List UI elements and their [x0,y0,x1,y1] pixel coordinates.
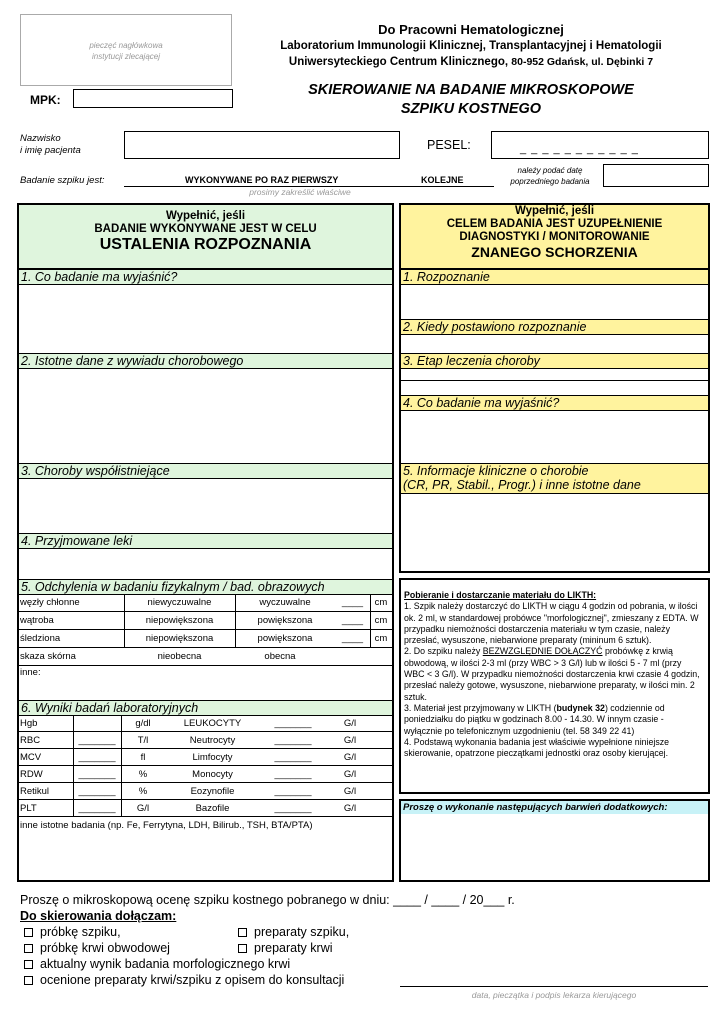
physical-size-blank[interactable]: ____ [341,597,364,608]
right-divider-1 [401,380,708,381]
physical-option-a[interactable]: niepowiększona [145,633,214,644]
lab-value-blank[interactable]: _______ [78,803,116,814]
lab-value2-blank[interactable]: _______ [274,786,312,797]
signature-label: data, pieczątka i podpis lekarza kierującego [471,990,637,1000]
table-cell-border [124,612,125,630]
lab-param2-label: Neutrocyty [189,735,236,746]
lab-param-label: MCV [20,752,42,763]
checkbox[interactable] [24,960,33,969]
table-cell-border [370,630,371,648]
physical-exam-label: wątroba [20,615,54,626]
table-cell-border [370,594,371,612]
table-cell-border [73,749,74,766]
lab-value2-blank[interactable]: _______ [274,803,312,814]
lab-unit: g/dl [135,718,151,729]
attach-title: Do skierowania dołączam: [20,909,177,923]
table-cell-border [121,766,122,783]
left-section-6: 6. Wyniki badań laboratoryjnych [19,700,392,716]
prev-date-hint: należy podać datę poprzedniego badania [510,166,590,186]
left-divider [19,548,392,549]
info-title: Pobieranie i dostarczanie materiału do LIKTH: [404,590,597,600]
lab-value-blank[interactable]: _______ [78,769,116,780]
pesel-mask: _ _ _ _ _ _ _ _ _ _ _ [520,143,639,155]
table-cell-border [235,594,236,612]
attach-item-consult-slides[interactable]: ocenione preparaty krwi/szpiku z opisem do konsultacji [24,973,344,987]
lab-param-label: RDW [20,769,43,780]
left-section-4: 4. Przyjmowane leki [19,533,392,549]
lab-value-blank[interactable]: _______ [78,752,116,763]
checkbox[interactable] [24,944,33,953]
physical-size-unit: cm [374,633,388,644]
lab-param-label: Hgb [20,718,38,729]
checkbox[interactable] [24,928,33,937]
pesel-label: PESEL: [427,138,471,152]
material-info-box [399,578,710,794]
attach-item-marrow-slides[interactable]: preparaty szpiku, [238,925,349,939]
lab-unit: % [138,786,148,797]
lab-value-blank[interactable]: _______ [78,786,116,797]
lab-name: Laboratorium Immunologii Klinicznej, Transplantacyjnej i Hematologii [280,40,662,52]
info-p4: 4. Podstawą wykonania badania jest właściwie wypełnione niniejsze skierowanie, opatrzone pieczątkami jednostki oraz osoby kierującej. [404,736,670,759]
attach-item-morphology[interactable]: aktualny wynik badania morfologicznego krwi [24,957,290,971]
lab-value-blank[interactable]: _______ [78,735,116,746]
lab-param-label: RBC [20,735,41,746]
prev-date-field[interactable] [603,164,709,187]
right-section-2: 2. Kiedy postawiono rozpoznanie [401,319,708,335]
request-line[interactable]: Proszę o mikroskopową ocenę szpiku kostnego pobranego w dniu: ____ / ____ / 20___ r. [20,893,515,907]
attach-item-blood-slides[interactable]: preparaty krwi [238,941,333,955]
checkbox[interactable] [238,928,247,937]
physical-option-b[interactable]: wyczuwalne [259,597,311,608]
mpk-field[interactable] [73,89,233,108]
left-section-5: 5. Odchylenia w badaniu fizykalnym / bad. obrazowych [19,579,392,595]
left-section-1: 1. Co badanie ma wyjaśnić? [19,269,392,285]
physical-size-unit: cm [374,615,388,626]
table-cell-border [73,732,74,749]
table-cell-border [73,715,74,732]
patient-name-field[interactable] [124,131,400,159]
table-cell-border [73,783,74,800]
lab-unit2: G/l [343,803,357,814]
info-p1: 1. Szpik należy dostarczyć do LIKTH w ciągu 4 godzin od pobrania, w ilości ok. 2 ml, w standardowej probówce "morfologicznej", zmieszany z EDTA. W przypadku niemożności dostarczenia materiału w tym czasie, należy przesłać, wysuszone, niebarwione preparaty (mininum 6 sztuk). [404,601,699,646]
lab-unit2: G/l [343,718,357,729]
physical-option-a[interactable]: niepowiększona [145,615,214,626]
lab-param2-label: Monocyty [192,769,233,780]
physical-option-b[interactable]: obecna [264,651,296,662]
physical-exam-label: śledziona [20,633,61,644]
signature-line [400,986,708,987]
lab-unit: fl [140,752,146,763]
exam-type-label: Badanie szpiku jest: [20,175,105,186]
info-p3: 3. Materiał jest przyjmowany w LIKTH (budynek 32) codziennie od poniedziałku do piątku w godzinach 8.00 - 14.30. W innym czasie - wyłącznie po telefonicznym uzgodnieniu (tel. 58 349 22 41) [404,702,665,736]
lab-value2-blank[interactable]: _______ [274,769,312,780]
other-tests-label: inne istotne badania (np. Fe, Ferrytyna, LDH, Bilirub., TSH, BTA/PTA) [20,820,313,831]
lab-unit: T/l [137,735,149,746]
lab-value2-blank[interactable]: _______ [274,752,312,763]
physical-other-label: inne: [20,667,41,678]
lab-value2-blank[interactable]: _______ [274,718,312,729]
physical-option-a[interactable]: nieobecna [157,651,202,662]
lab-value2-blank[interactable]: _______ [274,735,312,746]
attach-item-blood-sample[interactable]: próbkę krwi obwodowej [24,941,170,955]
lab-unit2: G/l [343,752,357,763]
table-cell-border [73,766,74,783]
physical-exam-label: skaza skórna [20,651,76,662]
table-cell-border [121,783,122,800]
lab-param2-label: LEUKOCYTY [183,718,242,729]
lab-param-label: PLT [20,803,37,814]
patient-name-label: Nazwisko i imię pacjenta [20,133,81,156]
table-cell-border [73,800,74,817]
physical-size-blank[interactable]: ____ [341,633,364,644]
table-cell-border [235,612,236,630]
physical-option-a[interactable]: niewyczuwalne [147,597,212,608]
right-section-4: 4. Co badanie ma wyjaśnić? [401,395,708,411]
lab-unit2: G/l [343,786,357,797]
left-section-2: 2. Istotne dane z wywiadu chorobowego [19,353,392,369]
lab-param2-label: Eozynofile [190,786,235,797]
lab-unit2: G/l [343,769,357,780]
table-cell-border [121,715,122,732]
cross-out-hint: prosimy zakreślić właściwe [249,187,351,197]
physical-size-unit: cm [374,597,388,608]
right-section-5: 5. Informacje kliniczne o chorobie (CR, PR, Stabil., Progr.) i inne istotne dane [401,463,708,494]
left-panel-header: Wypełnić, jeśli BADANIE WYKONYWANE JEST W CELU USTALENIA ROZPOZNANIA [19,205,392,269]
lab-unit2: G/l [343,735,357,746]
lab-param2-label: Limfocyty [192,752,233,763]
lab-param2-label: Bazofile [195,803,230,814]
lab-unit: % [138,769,148,780]
form-title: SKIEROWANIE NA BADANIE MIKROSKOPOWE SZPIKU KOSTNEGO [308,82,634,117]
right-section-3: 3. Etap leczenia choroby [401,353,708,369]
addressee: Do Pracowni Hematologicznej [378,22,564,37]
checkbox[interactable] [238,944,247,953]
info-p2: 2. Do szpiku należy BEZWZGLĘDNIE DOŁĄCZYĆ probówkę z krwią obwodową, w ilości 2-3 ml (przy WBC > 3 G/l) lub w ilości 5 - 7 ml (przy WBC < 3 G/l). W przypadku niemożności dostarczenia krwi czasie 4 godzin, przesłać należy gotowe, wysuszone, niebarwione preparaty, w ilości min. 2 sztuk. [404,646,700,702]
lab-unit: G/l [136,803,150,814]
option-first-time[interactable]: WYKONYWANE PO RAZ PIERWSZY [185,175,339,185]
extra-stains-label: Proszę o wykonanie następujących barwień dodatkowych: [401,801,708,814]
right-panel-header: Wypełnić, jeśli CELEM BADANIA JEST UZUPEŁNIENIE DIAGNOSTYKI / MONITOROWANIE ZNANEGO SCHORZENIA [401,205,708,269]
table-cell-border [121,800,122,817]
option-next[interactable]: KOLEJNE [421,175,464,185]
table-cell-border [235,630,236,648]
right-section-1: 1. Rozpoznanie [401,269,708,285]
lab-param-label: Retikul [20,786,50,797]
lab-address: Uniwersyteckiego Centrum Klinicznego, 80-952 Gdańsk, ul. Dębinki 7 [288,56,654,68]
table-cell-border [124,630,125,648]
physical-option-b[interactable]: powiększona [257,615,313,626]
mpk-label: MPK: [30,93,61,107]
physical-option-b[interactable]: powiększona [257,633,313,644]
attach-item-marrow-sample[interactable]: próbkę szpiku, [24,925,121,939]
physical-exam-label: węzły chłonne [20,597,80,608]
checkbox[interactable] [24,976,33,985]
physical-size-blank[interactable]: ____ [341,615,364,626]
table-cell-border [370,612,371,630]
table-cell-border [121,732,122,749]
table-cell-border [121,749,122,766]
left-section-3: 3. Choroby współistniejące [19,463,392,479]
stamp-label: pieczęć nagłówkowa instytucji zlecającej [89,41,163,61]
table-cell-border [124,594,125,612]
